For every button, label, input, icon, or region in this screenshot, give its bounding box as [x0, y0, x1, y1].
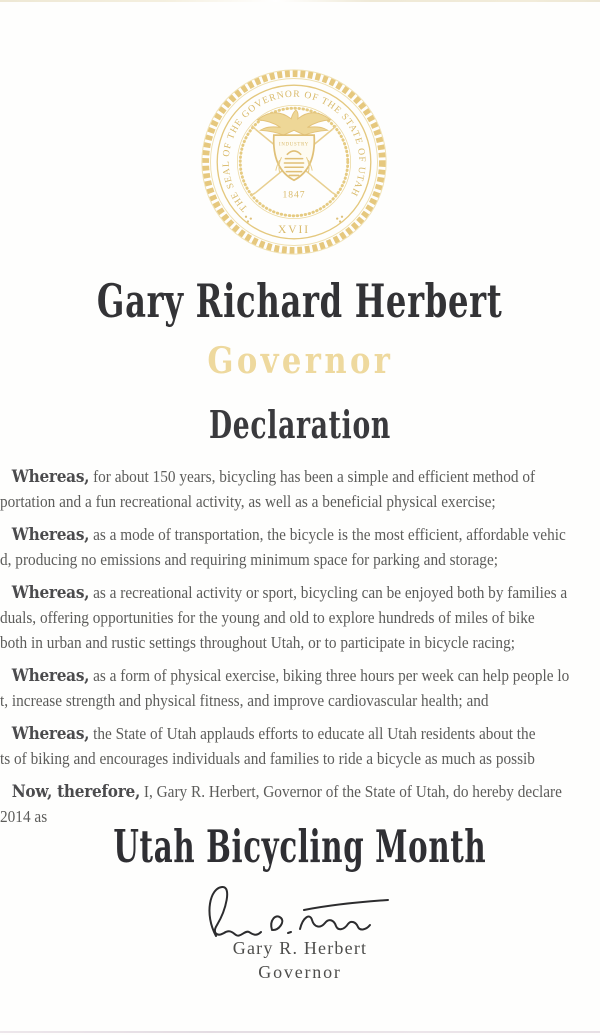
- whereas-lead: Whereas,: [11, 666, 90, 686]
- paragraph-line: portation and a fun recreational activity, as well as a beneficial physical exercise;: [0, 492, 496, 511]
- seal-year-text: 1847: [282, 189, 306, 201]
- whereas-lead: Whereas,: [11, 525, 90, 545]
- whereas-paragraph-3: [0, 580, 600, 655]
- paragraph-line: duals, offering opportunities for the young and old to explore hundreds of miles of bike: [0, 608, 535, 627]
- governor-title-heading: [0, 340, 600, 382]
- governor-seal-graphic: [198, 64, 390, 260]
- line-text: I, Gary R. Herbert, Governor of the State of Utah, do hereby declare: [140, 782, 562, 801]
- seal-eagle-icon: [258, 110, 331, 135]
- paragraph-line: [0, 580, 568, 605]
- whereas-lead: Whereas,: [11, 467, 90, 487]
- scan-top-edge-artifact: [0, 0, 600, 2]
- signature-printed-title: Governor: [258, 962, 342, 982]
- proclamation-title-heading: [0, 820, 600, 873]
- paragraph-line: [0, 522, 566, 547]
- line-text: for about 150 years, bicycling has been a simple and efficient method of: [89, 467, 536, 486]
- paragraph-line: 2014 as: [0, 807, 48, 826]
- now-therefore-lead: Now, therefore,: [11, 782, 141, 802]
- line-text: the State of Utah applauds efforts to educate all Utah residents about the: [89, 724, 536, 743]
- signature-printed-name: Gary R. Herbert: [232, 938, 368, 958]
- seal-numeral-text: XVII: [278, 224, 310, 237]
- paragraph-line: [0, 464, 540, 489]
- scan-bottom-edge-artifact: [0, 1031, 600, 1033]
- paragraph-line: [0, 779, 562, 804]
- proclamation-title-text: Utah Bicycling Month: [113, 820, 487, 873]
- whereas-paragraph-1: [0, 464, 600, 514]
- signature-stroke: [200, 880, 400, 942]
- whereas-paragraph-5: [0, 721, 600, 771]
- line-text: as a recreational activity or sport, bicycling can be enjoyed both by families a: [89, 583, 568, 602]
- seal-motto-text: INDUSTRY: [278, 142, 310, 148]
- governor-name-heading: [0, 274, 600, 328]
- governor-seal: [198, 64, 390, 260]
- governor-name-text: Gary Richard Herbert: [97, 274, 503, 328]
- declaration-heading: [0, 402, 600, 448]
- whereas-paragraph-2: [0, 522, 600, 572]
- declaration-body: [0, 464, 600, 837]
- declaration-text: Declaration: [209, 402, 391, 447]
- whereas-lead: Whereas,: [11, 583, 90, 603]
- paragraph-line: both in urban and rustic settings throughout Utah, or to participate in bicycle racing;: [0, 633, 515, 652]
- paragraph-line: [0, 663, 570, 688]
- seal-arc-text: THE SEAL OF THE GOVERNOR OF THE STATE OF UTAH: [220, 88, 368, 214]
- whereas-lead: Whereas,: [11, 724, 90, 744]
- paragraph-line: d, producing no emissions and requiring minimum space for parking and storage;: [0, 550, 499, 569]
- paragraph-line: [0, 721, 540, 746]
- governor-signature: [200, 880, 400, 942]
- line-text: as a mode of transportation, the bicycle is the most efficient, affordable vehic: [89, 525, 566, 544]
- paragraph-line: t, increase strength and physical fitness, and improve cardiovascular health; and: [0, 691, 489, 710]
- governor-title-text: Governor: [207, 340, 393, 382]
- paragraph-line: ts of biking and encourages individuals and families to ride a bicycle as much as possib: [0, 749, 535, 768]
- whereas-paragraph-4: [0, 663, 600, 713]
- line-text: as a form of physical exercise, biking three hours per week can help people lo: [89, 666, 570, 685]
